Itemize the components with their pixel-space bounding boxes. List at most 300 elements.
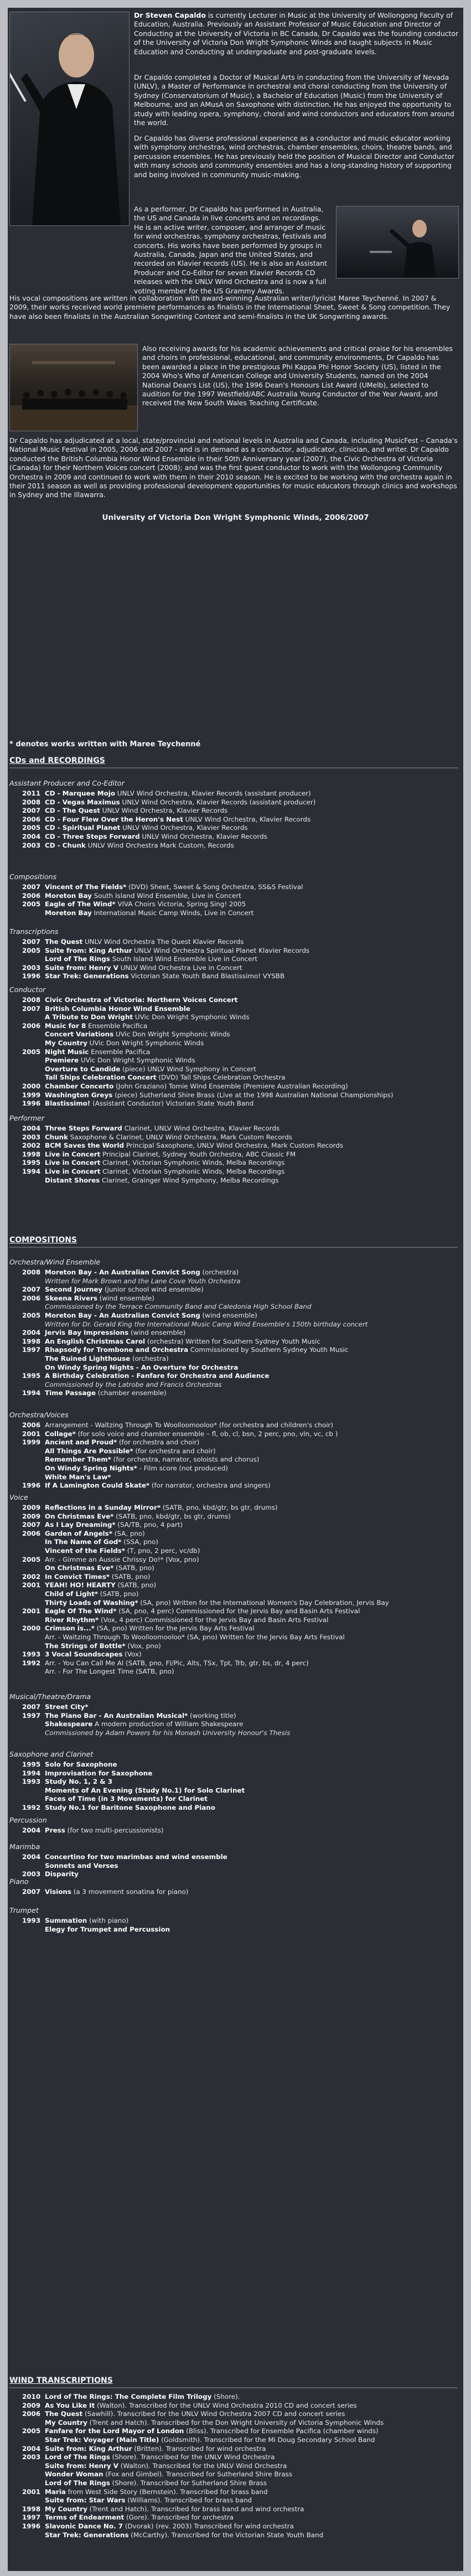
work-details: Principal Clarinet, Sydney Youth Orchestra, ABC Classic FM — [100, 1150, 296, 1158]
work-title: CD - Vegas Maximus — [45, 798, 120, 806]
work-title: Ancient and Proud* — [45, 1438, 117, 1447]
work-details: Arr. - Waltzing Through To Woolloomooloo* (SA, pno) Written for the Jervis Bay Arts Festival — [45, 1633, 345, 1641]
work-title: Reflections in a Sunday Mirror* — [45, 1504, 161, 1511]
work-details: (John Graziano) Tomie Wind Ensemble (Premiere Australian Recording) — [113, 1082, 348, 1090]
work-title: Concert Variations — [45, 1030, 114, 1039]
work-year: 2006 — [22, 2410, 41, 2418]
collaboration-note: * denotes works written with Maree Teychenné — [9, 740, 201, 748]
work-details: (SA, pno) Written for the Jervis Bay Arts Festival — [94, 1624, 255, 1633]
work-entry — [9, 1720, 243, 1728]
bio-paragraph-3: Dr Capaldo has diverse professional experience as a conductor and music educator working with symphony orchestras, wind orchestras, chamber ensembles, choirs, theatre bands, and percussion ensembles. He has previously held the position of Musical Director and Conductor with many schools and community ensembles and has a long-standing history of supporting and being involved in community music-making. — [134, 134, 455, 179]
work-entry — [9, 2410, 345, 2418]
work-details: UVic Don Wright Symphonic Winds — [87, 1039, 204, 1047]
work-entry — [9, 883, 303, 891]
work-title: Distant Shores — [45, 1176, 100, 1184]
work-entry — [9, 1862, 118, 1870]
work-entry — [9, 1853, 227, 1861]
work-entry — [9, 1650, 142, 1658]
work-title: Wonder Woman — [45, 2470, 103, 2479]
work-title: As You Like It — [45, 2401, 95, 2409]
work-title: My Country — [45, 2505, 87, 2513]
work-entry — [9, 1607, 360, 1615]
work-entry — [9, 1512, 231, 1520]
work-entry — [9, 1521, 183, 1529]
work-details: (T, pno, 2 perc, vc/db) — [125, 1547, 200, 1555]
work-year: 2005 — [22, 1555, 41, 1563]
work-entry — [9, 2513, 234, 2521]
work-entry — [9, 2419, 384, 2427]
work-year: 2007 — [22, 938, 41, 946]
work-year: 2005 — [22, 1312, 41, 1319]
work-year: 2005 — [22, 1047, 41, 1056]
work-year: 1993 — [22, 1650, 41, 1659]
work-note: Commissioned by Adam Powers for his Monash University Honour's Thesis — [45, 1728, 291, 1737]
work-year: 1994 — [22, 1168, 41, 1175]
work-year: 2007 — [22, 807, 41, 815]
work-title: Moreton Bay — [45, 891, 92, 900]
group-heading: Percussion — [9, 1816, 47, 1824]
work-entry — [9, 1294, 154, 1302]
work-details: (Bliss). Transcribed for Ensemble Pacifica (chamber winds) — [184, 2427, 379, 2435]
work-details: Victorian State Youth Band Blastissimo! VYSBB — [128, 972, 285, 980]
work-title: Moments of An Evening (Study No.1) for Solo Clarinet — [45, 1786, 245, 1794]
work-title: My Country — [45, 1039, 87, 1047]
work-details: - Film score (not produced) — [137, 1464, 228, 1472]
work-details: (piece) UNLV Wind Symphony in Concert — [120, 1065, 256, 1073]
work-title: Vincent of the Fields* — [45, 1547, 125, 1555]
work-details: (Walton). Transcribed for the UNLV Wind Orchestra 2010 CD and concert series — [95, 2401, 357, 2409]
work-entry — [9, 1573, 150, 1581]
work-title: Eagle of The Wind* — [45, 900, 116, 908]
work-title: Summation — [45, 1917, 87, 1924]
work-year: 2005 — [22, 900, 41, 908]
work-details: UNLV Wind Orchestra, Klavier Records (assistant producer) — [115, 789, 311, 797]
work-year: 2003 — [22, 2453, 41, 2461]
work-entry — [9, 1133, 292, 1141]
work-title: Suite from: Star Wars — [45, 2496, 126, 2505]
work-note: Written for Mark Brown and the Lane Cove Youth Orchestra — [45, 1277, 241, 1285]
section-cds-recordings: CDs and RECORDINGS — [9, 756, 105, 765]
work-year: 2011 — [22, 789, 41, 797]
work-year: 1995 — [22, 1372, 41, 1380]
work-year: 1999 — [22, 1091, 41, 1099]
work-year: 2008 — [22, 1268, 41, 1276]
work-entry — [9, 964, 242, 972]
work-title: Blastissimo! — [45, 1099, 91, 1108]
work-details: (for narrator, orchestra and singers) — [149, 1481, 271, 1490]
work-details: (Fox and Gimbel). Transcribed for Sutherland Shire Brass — [103, 2470, 293, 2479]
work-year: 1999 — [22, 1438, 41, 1447]
conductor-portrait-figure — [10, 12, 129, 225]
work-year: 1993 — [22, 1917, 41, 1924]
work-title: The Strings of Bottle* — [45, 1641, 126, 1650]
work-title: Live in Concert — [45, 1168, 101, 1175]
work-title: Moreton Bay — [45, 908, 92, 917]
work-title: An English Christmas Carol — [45, 1337, 146, 1345]
work-title: Live in Concert — [45, 1150, 101, 1158]
work-title: Thirty Loads of Washing* — [45, 1598, 138, 1607]
work-entry — [9, 1925, 170, 1933]
work-year: 2000 — [22, 1624, 41, 1633]
work-title: Remember Them* — [45, 1455, 111, 1464]
bio-name: Dr Steven Capaldo — [134, 11, 206, 19]
work-details: UNLV Wind Orchestra Live in Concert — [118, 963, 242, 972]
work-entry — [9, 1142, 343, 1149]
work-title: Music for 8 — [45, 1021, 86, 1030]
work-details: (Trent and Hatch). Transcribed for the Don Wright University of Victoria Symphonic Winds — [87, 2418, 384, 2427]
work-title: CD - Chunk — [45, 841, 86, 849]
work-entry — [9, 815, 310, 823]
work-title: Tall Ships Celebration Concert — [45, 1073, 157, 1082]
work-note: Written for Dr. Gerald King the International Music Camp Wind Ensemble's 150th birthday concert — [45, 1320, 368, 1328]
work-title: Press — [45, 1826, 65, 1834]
work-title: On Windy Spring Nights* — [45, 1464, 137, 1472]
group-heading: Assistant Producer and Co-Editor — [9, 779, 125, 787]
work-title: Night Music — [45, 1047, 89, 1056]
work-details: Arr. - Gimme an Aussie Chrissy Do!* (Vox, pno) — [45, 1555, 199, 1563]
work-entry — [9, 955, 257, 963]
work-title: YEAH! HO! HEARTY — [45, 1581, 116, 1589]
work-title: On Windy Spring Nights - An Overture for Orchestra — [45, 1363, 239, 1371]
work-details: (SA, pno) Written for the International Women's Day Celebration, Jervis Bay — [138, 1598, 389, 1607]
work-title: Elegy for Trumpet and Percussion — [45, 1925, 170, 1933]
work-entry — [9, 1381, 222, 1388]
group-heading: Trumpet — [9, 1906, 39, 1914]
work-title: Suite from: Henry V — [45, 963, 118, 972]
work-details: (DVD) Tall Ships Celebration Orchestra — [156, 1073, 286, 1082]
work-entry — [9, 2505, 304, 2513]
work-entry — [9, 892, 241, 900]
work-entry — [9, 1787, 245, 1794]
work-title: Skeena Rivers — [45, 1294, 97, 1302]
work-entry — [9, 2402, 357, 2409]
work-entry — [9, 1530, 145, 1537]
work-title: A Tribute to Don Wright — [45, 1013, 133, 1021]
work-entry — [9, 1668, 174, 1675]
work-title: Jervis Bay Impressions — [45, 1329, 129, 1337]
group-heading: Orchestra/Wind Ensemble — [9, 1258, 101, 1266]
work-entry — [9, 1538, 158, 1546]
work-entry — [9, 1176, 278, 1184]
work-title: In Convict Times* — [45, 1572, 110, 1581]
work-details: UNLV Wind Orchestra Spiritual Planet Klavier Records — [132, 946, 310, 954]
work-entry — [9, 1599, 389, 1607]
work-details: Clarinet, UNLV Wind Orchestra, Klavier Records — [122, 1124, 280, 1132]
work-year: 2004 — [22, 1124, 41, 1132]
work-entry — [9, 1795, 208, 1803]
work-year: 2002 — [22, 1572, 41, 1581]
work-entry — [9, 1082, 348, 1090]
work-title: Terms of Endearment — [45, 2513, 125, 2522]
work-title: CD - Spiritual Planet — [45, 824, 121, 832]
work-entry — [9, 1320, 368, 1328]
work-details: (Goldsmith). Transcribed for the Mi Doug Secondary School Band — [159, 2436, 375, 2444]
work-year: 1997 — [22, 1346, 41, 1354]
work-details: (for orchestra and choir) — [133, 1447, 216, 1455]
work-details: (orchestra) — [130, 1355, 169, 1362]
work-note: Commissioned by the Latrobe and Francis Orchestras — [45, 1380, 222, 1388]
work-entry — [9, 972, 284, 980]
work-entry — [9, 1277, 240, 1285]
work-title: Suite from: King Arthur — [45, 946, 132, 954]
divider — [9, 1247, 458, 1248]
work-year: 1996 — [22, 1099, 41, 1108]
work-details: (junior school wind ensemble) — [102, 1286, 204, 1294]
work-entry — [9, 1769, 152, 1777]
work-entry — [9, 1124, 280, 1132]
work-entry — [9, 824, 248, 832]
work-year: 2005 — [22, 2427, 41, 2435]
conductor-performing-figure — [337, 207, 458, 278]
work-details: Ensemble Pacifica — [89, 1047, 151, 1056]
work-title: CD - Four Flew Over the Heron's Nest — [45, 815, 183, 823]
work-entry — [9, 2427, 379, 2435]
work-details: (SATB, pno) — [98, 1590, 139, 1598]
work-year: 1997 — [22, 2513, 41, 2522]
work-title: River Rhythm* — [45, 1615, 99, 1624]
work-entry — [9, 842, 234, 849]
work-title: Chunk — [45, 1133, 69, 1141]
work-details: UNLV Wind Orchestra The Quest Klavier Records — [82, 938, 244, 946]
work-entry — [9, 1659, 309, 1667]
work-year: 2007 — [22, 883, 41, 891]
group-heading: Transcriptions — [9, 927, 59, 936]
work-title: Concertino for two marimbas and wind ensemble — [45, 1853, 227, 1861]
work-entry — [9, 2531, 323, 2539]
bio-paragraph-4: As a performer, Dr Capaldo has performed in Australia, the US and Canada in live concerts and on recordings. He is an active writer, composer, and arranger of music for wind orchestras, symphony orchestras, festivals and concerts. His works have been performed by groups in Australia, Canada, Japan and the United States, and recorded on Klavier records (US). He is also an Assistant Producer and Co-Editor for seven Klavier Records CD releases with the UNLV Wind Orchestra and is now a full voting member for the US Grammy Awards. — [134, 205, 327, 295]
work-details: Ensemble Pacifica — [86, 1021, 148, 1030]
group-heading: Voice — [9, 1493, 28, 1501]
work-year: 1993 — [22, 1778, 41, 1786]
work-entry — [9, 1329, 185, 1336]
group-heading: Musical/Theatre/Drama — [9, 1692, 91, 1701]
bio-paragraph-2: Dr Capaldo completed a Doctor of Musical Arts in conducting from the University of Nevada (UNLV), a Master of Performance in orchestral and choral conducting from the University of Sydney (Conservatorium of Music), a Bachelor of Education (Music) from the University of Melbourne, and an AMusA on Saxophone with distinction. He has enjoyed the opportunity to study with leading opera, symphony, choral and wind conductors and educators from around the world. — [134, 73, 454, 127]
work-year: 2004 — [22, 1853, 41, 1861]
work-entry — [9, 1312, 257, 1319]
work-entry — [9, 1030, 230, 1038]
work-details: (Dvorak) (rev. 2003) Transcribed for wind orchestra — [122, 2522, 294, 2530]
work-year: 2006 — [22, 891, 41, 900]
work-title: Moreton Bay - An Australian Convict Song — [45, 1312, 200, 1319]
bio-paragraph-6: Also receiving awards for his academic achievements and critical praise for his ensembles and choirs in professional, educational, and community environments, Dr Capaldo has been awarded a place in the prestigious Phi Kappa Phi Honor Society (US), listed in the 2004 Who's Who of American College and University Students, named on the 2004 National Dean's List (US), the 1996 Dean's Honours List Award (UMelb), selected to audition for the 1997 Westfield/ABC Australia Young Conductor of the Year Award, and received the New South Wales Teaching Certificate. — [142, 344, 453, 407]
work-entry — [9, 1430, 338, 1438]
work-details: (wind ensemble) — [200, 1312, 257, 1319]
work-year: 1996 — [22, 972, 41, 980]
work-entry — [9, 1039, 204, 1047]
work-entry — [9, 2436, 375, 2444]
work-title: Vincent of The Fields* — [45, 883, 127, 891]
work-year: 1996 — [22, 1481, 41, 1490]
work-details: (Gore). Transcribed for orchestra — [124, 2513, 234, 2522]
work-entry — [9, 1286, 204, 1293]
work-details: (Shore). — [211, 2393, 240, 2401]
work-details: (SATB, pno, kbd/gtr, bs gtr, drums) — [113, 1512, 231, 1520]
work-details: Clarinet, Victorian Symphonic Winds, Melba Recordings — [100, 1159, 285, 1167]
work-title: On Christmas Eve* — [45, 1512, 114, 1520]
work-title: In The Name of God* — [45, 1538, 122, 1546]
work-title: As I Lay Dreaming* — [45, 1521, 116, 1529]
work-year: 2008 — [22, 798, 41, 806]
symphonic-winds-ensemble-photo — [9, 344, 138, 431]
work-entry — [9, 1338, 320, 1345]
work-title: Lord of The Rings: The Complete Film Trilogy — [45, 2393, 212, 2401]
work-title: Disparity — [45, 1870, 79, 1878]
work-entry — [9, 1346, 348, 1354]
work-details: (SATB, pno, kbd/gtr, bs gtr, drums) — [161, 1504, 278, 1511]
bio-paragraph-1-text: is currently Lecturer in Music at the University of Wollongong Faculty of Education, Australia. Previously an Assistant Professor of Music Education and Director of Conducting at the University of Victoria in BC Canada, Dr Capaldo was the founding conductor of the University of Victoria Don Wright Symphonic Winds and taught subjects in Music Education and Conducting at undergraduate and post-graduate levels. — [134, 11, 459, 56]
work-title: Suite from: Henry V — [45, 2461, 118, 2470]
work-details: Arr. - You Can Call Me Al (SATB, pno, Fl/Pic, Alts, TSx, Tpt, Trb, gtr, bs, dr, 4 perc) — [45, 1659, 309, 1667]
work-title: Chamber Concerto — [45, 1082, 114, 1090]
work-details: (Sawhill). Transcribed for the UNLV Wind Orchestra 2007 CD and concert series — [82, 2410, 345, 2418]
group-heading: Piano — [9, 1877, 29, 1886]
work-title: Lord of The Rings — [45, 2453, 110, 2461]
bio-paragraph-7: Dr Capaldo has adjudicated at a local, state/provincial and national levels in Australia and Canada, including MusicFest – Canada's National Music Festival in 2005, 2006 and 2007 - and is in demand as a conductor, adjudicator, clinician, and writer. Dr Capaldo conducted the British Columbia Honor Wind Ensemble in their 50th Anniversary year (2007), the Civic Orchestra of Victoria (Canada) for their Northern Voices concert (2008); and was the first guest conductor to work with the Wollongong Community Orchestra in 2009 and continued to work with them in their 2010 season. He is excited to be working with the orchestra again in their 2011 season as well as providing professional development opportunities for music educators through clinics and workshops in Sydney and the Illawarra. — [9, 436, 458, 499]
divider — [9, 767, 458, 768]
work-details: South Island Wind Ensemble Live in Concert — [110, 955, 258, 963]
work-details: (Shore). Transcribed for Sutherland Shire Brass — [110, 2479, 267, 2487]
work-entry — [9, 1729, 290, 1737]
work-title: Live in Concert — [45, 1159, 101, 1167]
work-year: 2004 — [22, 1329, 41, 1337]
work-entry — [9, 1303, 312, 1310]
work-title: BCM Saves the World — [45, 1142, 125, 1150]
work-year: 1995 — [22, 1761, 41, 1768]
bio-paragraph-5: His vocal compositions are written in collaboration with award-winning Australian writer/lyricist Maree Teychenné. In 2007 & 2009, their works received world premiere performances as finalists in the International Sheet, Sweet & Song competition. They have also been finalists in the Australian Songwriting Contest and semi-finalists in the UK Songwriting awards. — [9, 294, 451, 321]
work-details: (Vox) — [122, 1650, 142, 1659]
work-entry — [9, 2445, 266, 2453]
work-details: (a 3 movement sonatina for piano) — [71, 1888, 189, 1896]
work-title: Star Trek: Generations — [45, 972, 129, 980]
work-year: 2005 — [22, 824, 41, 832]
work-entry — [9, 1013, 250, 1021]
work-entry — [9, 1389, 167, 1397]
work-title: Child of Light* — [45, 1590, 99, 1598]
group-heading: Saxophone and Clarinet — [9, 1750, 94, 1758]
work-details: Principal Saxophone, UNLV Wind Orchestra, Mark Custom Records — [124, 1142, 344, 1150]
work-details: (wind ensemble) — [97, 1294, 154, 1302]
work-entry — [9, 909, 253, 917]
work-entry — [9, 1464, 228, 1472]
work-details: (Walton). Transcribed for the UNLV Wind Orchestra — [118, 2461, 287, 2470]
divider — [9, 2387, 458, 2388]
work-details: (chamber ensemble) — [95, 1389, 167, 1397]
work-entry — [9, 1712, 236, 1720]
work-title: CD - Marquee Mojo — [45, 789, 116, 797]
work-year: 2007 — [22, 1521, 41, 1529]
work-title: Solo for Saxophone — [45, 1761, 117, 1768]
work-title: CD - Three Steps Forward — [45, 833, 140, 840]
work-title: Shakespeare — [45, 1720, 93, 1728]
work-entry — [9, 1168, 284, 1175]
work-details: (for solo voice and chamber ensemble – fl, ob, cl, bsn, 2 perc, pno, vln, vc, cb ) — [75, 1429, 338, 1438]
work-entry — [9, 2393, 240, 2401]
work-details: UVic Don Wright Symphonic Winds — [113, 1030, 230, 1039]
work-title: The Ruined Lighthouse — [45, 1355, 131, 1362]
work-entry — [9, 1099, 253, 1107]
work-year: 1998 — [22, 2505, 41, 2513]
work-year: 1994 — [22, 1769, 41, 1777]
work-details: Arrangement - Waltzing Through To Woolloomooloo* (for orchestra and children's choir) — [45, 1421, 334, 1429]
work-title: Lord of The Rings — [45, 955, 110, 963]
work-entry — [9, 1481, 271, 1489]
work-entry — [9, 1355, 169, 1362]
work-entry — [9, 1372, 269, 1380]
work-title: Star Trek: Generations — [45, 2531, 129, 2539]
work-title: Collage* — [45, 1429, 76, 1438]
section-wind-transcriptions: WIND TRANSCRIPTIONS — [9, 2376, 113, 2385]
work-details: (Vox, pno) — [125, 1641, 161, 1650]
work-title: The Quest — [45, 2410, 83, 2418]
work-title: Sonnets and Verses — [45, 1861, 118, 1870]
work-title: Time Passage — [45, 1389, 96, 1397]
work-year: 1998 — [22, 1150, 41, 1158]
work-details: UVic Don Wright Symphonic Winds — [79, 1056, 195, 1065]
work-year: 2009 — [22, 1512, 41, 1520]
work-title: The Quest — [45, 938, 83, 946]
work-details: (piece) Sutherland Shire Brass (Live at the 1998 Australian National Championships) — [112, 1091, 394, 1099]
work-title: Faces of Time (in 3 Movements) for Clarinet — [45, 1795, 208, 1803]
work-title: The Piano Bar - An Australian Musical* — [45, 1711, 188, 1720]
work-entry — [9, 1826, 164, 1834]
work-entry — [9, 996, 237, 1004]
work-entry — [9, 1547, 200, 1555]
work-year: 2001 — [22, 1429, 41, 1438]
work-entry — [9, 1616, 328, 1624]
work-note: Commissioned by the Terrace Community Band and Caledonia High School Band — [45, 1303, 312, 1311]
work-title: Civic Orchestra of Victoria: Northern Voices Concert — [45, 996, 238, 1004]
work-details: South Island Wind Ensemble, Live in Concert — [91, 891, 241, 900]
work-title: Moreton Bay - An Australian Convict Song — [45, 1268, 200, 1276]
work-entry — [9, 1421, 333, 1429]
work-details: (with piano) — [87, 1917, 129, 1924]
work-details: (SATB, pno) — [115, 1581, 157, 1589]
work-details: (SSA, pno) — [121, 1538, 158, 1546]
work-title: On Christmas Eve* — [45, 1564, 114, 1572]
group-heading: Orchestra/Voices — [9, 1411, 69, 1419]
work-entry — [9, 1091, 394, 1099]
work-entry — [9, 2479, 267, 2487]
work-year: 2001 — [22, 1607, 41, 1615]
work-entry — [9, 798, 315, 806]
work-entry — [9, 807, 227, 814]
work-entry — [9, 1005, 190, 1013]
work-entry — [9, 900, 246, 908]
work-title: 3 Vocal Soundscapes — [45, 1650, 123, 1659]
work-details: (Trent and Hatch). Transcribed for brass band and wind orchestra — [87, 2505, 304, 2513]
work-details: VIVA Choirs Victoria, Spring Sing! 2005 — [115, 900, 246, 908]
work-entry — [9, 1056, 195, 1064]
work-title: Three Steps Forward — [45, 1124, 122, 1132]
work-entry — [9, 1065, 256, 1073]
work-details: UNLV Wind Orchestra, Klavier Records — [139, 833, 267, 840]
work-entry — [9, 1564, 154, 1572]
work-title: Study No.1 for Baritone Saxophone and Piano — [45, 1804, 215, 1811]
work-year: 2002 — [22, 1142, 41, 1150]
work-entry — [9, 1048, 150, 1056]
work-title: My Country — [45, 2418, 87, 2427]
work-entry — [9, 1022, 147, 1030]
work-year: 2006 — [22, 1294, 41, 1302]
group-heading: Marimba — [9, 1842, 40, 1851]
work-title: Street City* — [45, 1703, 89, 1711]
work-year: 2001 — [22, 2487, 41, 2496]
work-year: 2010 — [22, 2393, 41, 2401]
group-heading: Conductor — [9, 985, 46, 994]
work-entry — [9, 1761, 117, 1768]
work-title: Improvisation for Saxophone — [45, 1769, 153, 1777]
work-entry — [9, 938, 244, 946]
